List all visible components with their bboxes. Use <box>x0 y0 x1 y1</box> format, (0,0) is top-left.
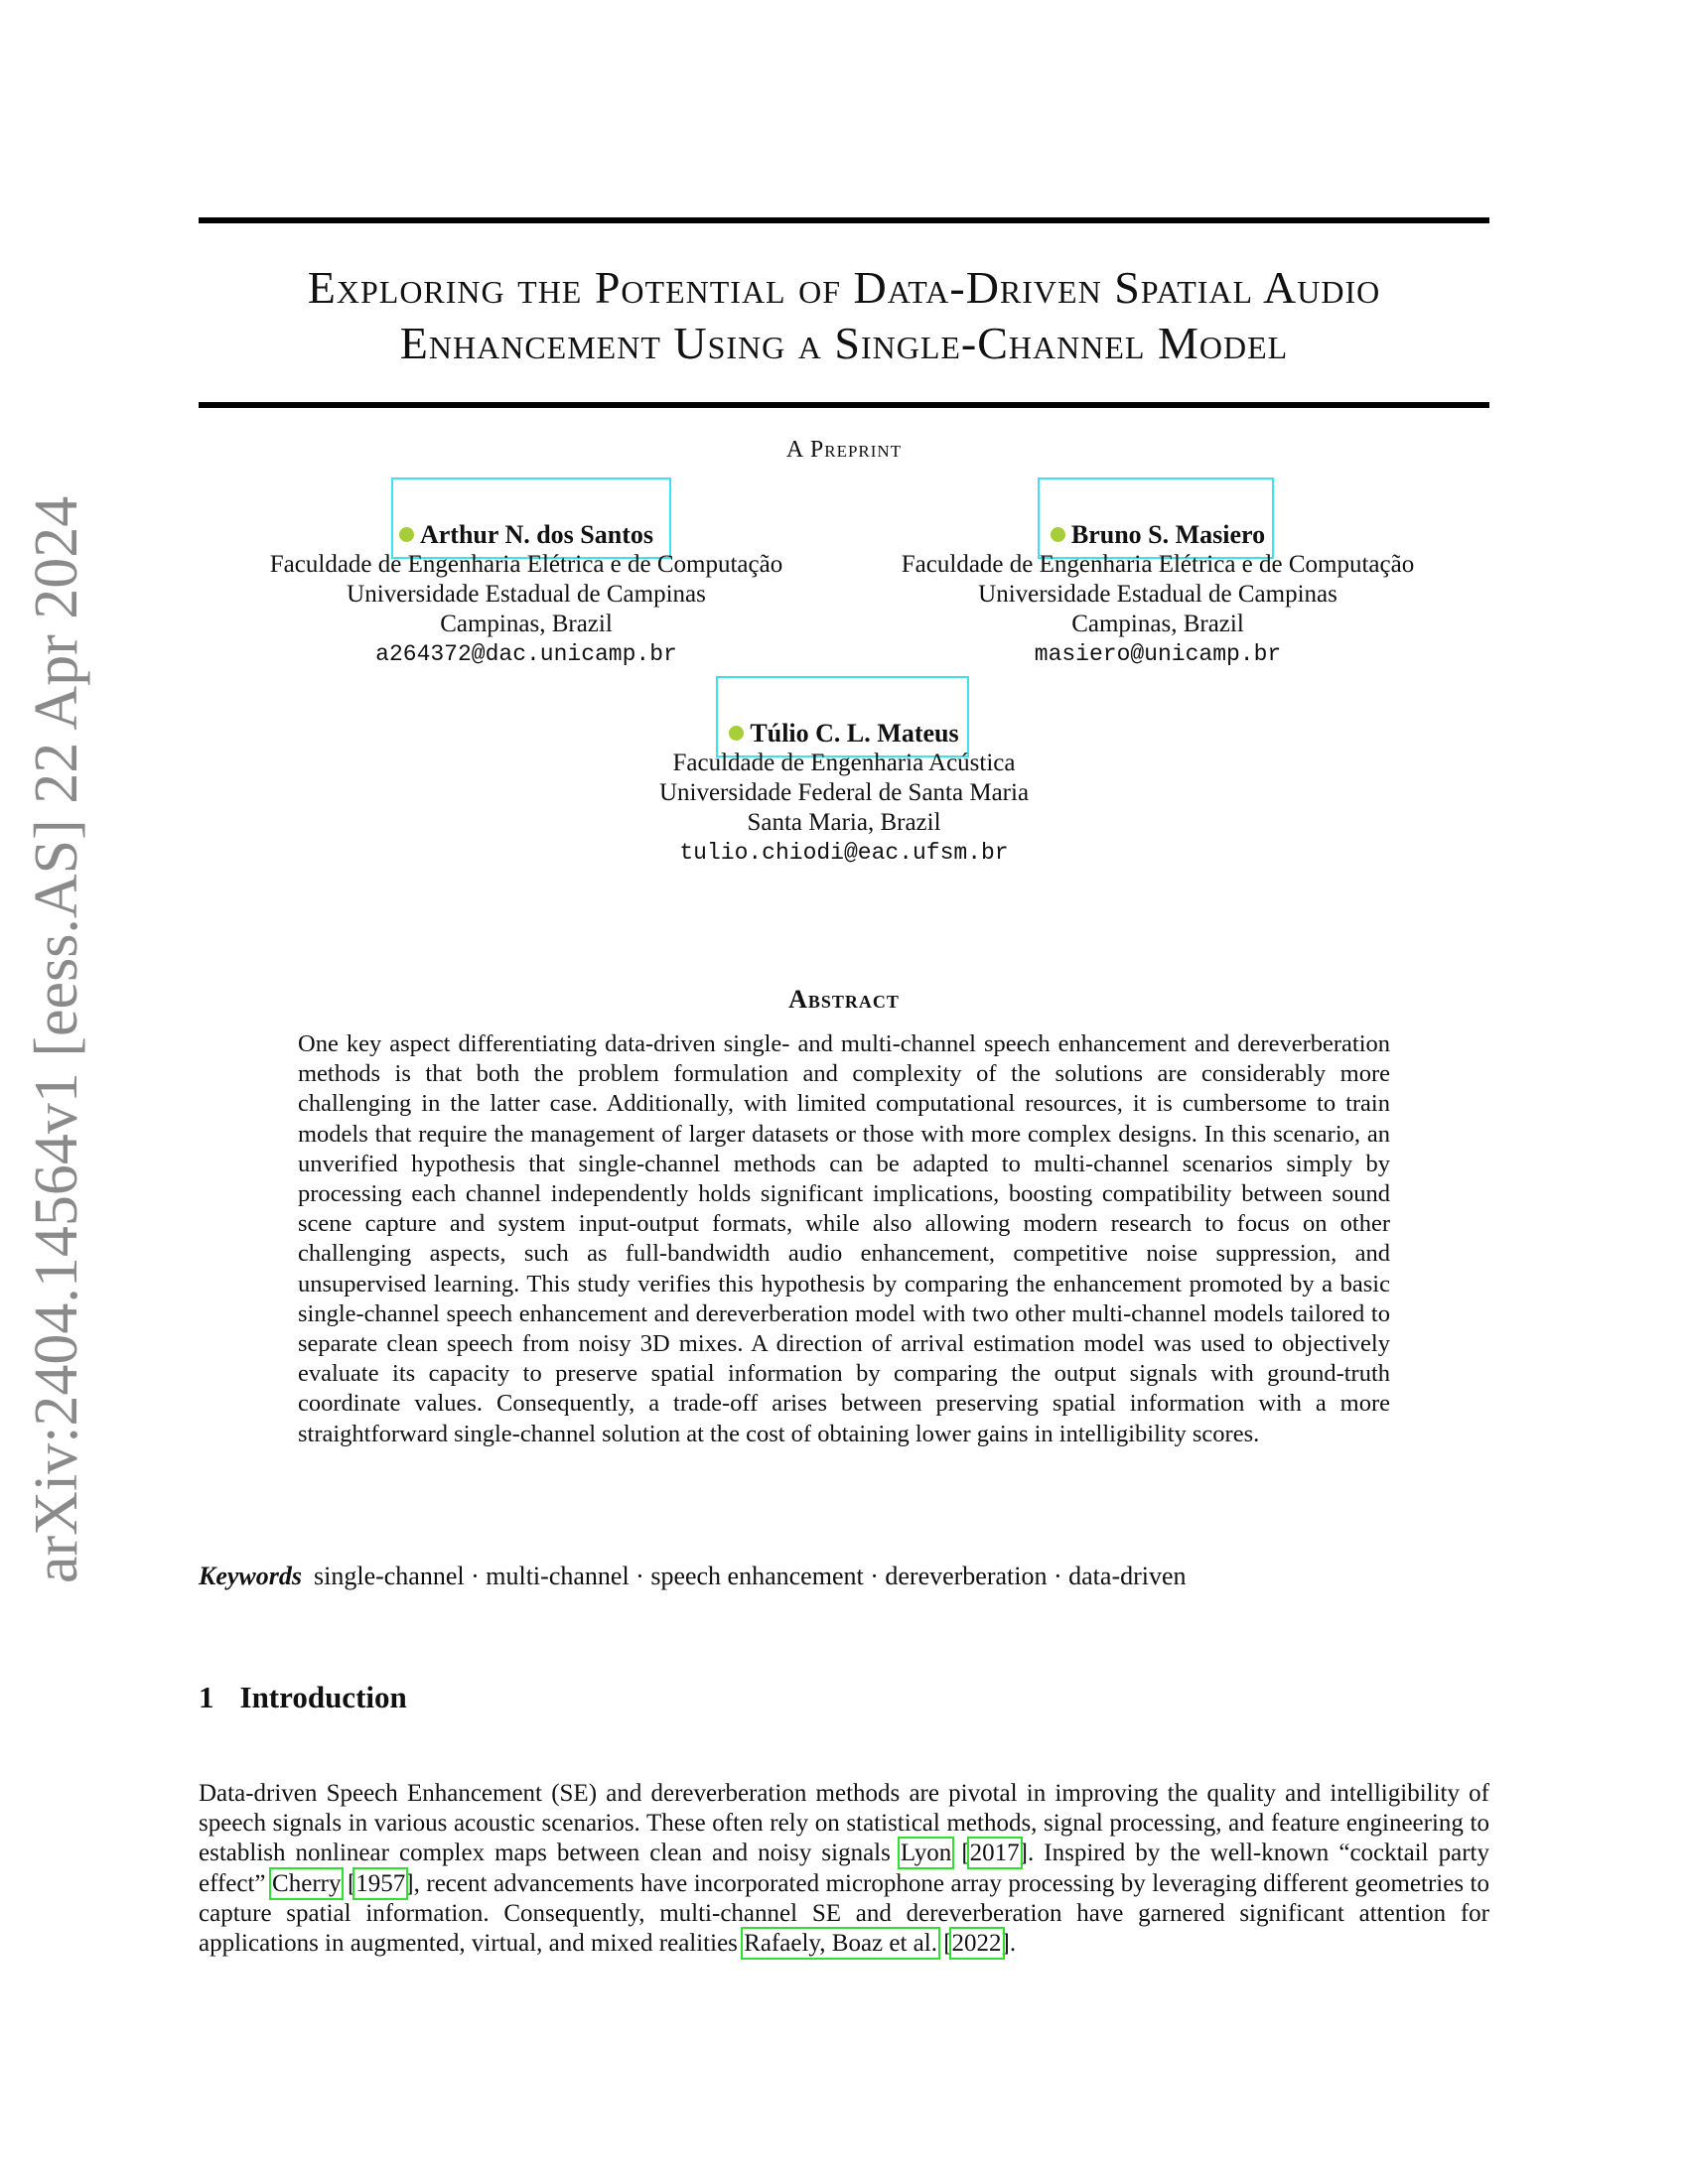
author-2-affiliation-2: Universidade Estadual de Campinas <box>978 581 1337 608</box>
title-line-1: Exploring the Potential of Data-Driven Spatial Audio <box>307 262 1381 313</box>
citation-cherry-year[interactable]: 1957 <box>355 1869 406 1897</box>
intro-text-2: . Inspired by the well-known “cocktail party effect” <box>199 1840 1489 1897</box>
author-3-affiliation-1: Faculdade de Engenharia Acústica <box>672 750 1016 776</box>
abstract-heading: Abstract <box>788 985 900 1014</box>
author-3-affiliation-2: Universidade Federal de Santa Maria <box>658 779 1030 806</box>
orcid-icon[interactable] <box>399 527 414 542</box>
section-number: 1 <box>199 1680 214 1714</box>
author-2-location: Campinas, Brazil <box>1071 611 1244 637</box>
author-2-name[interactable]: Bruno S. Masiero <box>860 520 1456 550</box>
intro-paragraph: Data-driven Speech Enhancement (SE) and dereverberation methods are pivotal in improving the quality and intelligibility of speech signals in various acoustic scenarios. These often rely on statistical methods, signal processing, and feature engineering to establish nonlinear complex maps between clean and noisy signals Lyon [2017]. Inspired by the well-known “cocktail party effect” Cherry [1957], recent advancements have incorporated microphone array processing by leveraging different geometries to capture spatial information. Consequently, multi-channel SE and dereverberation have garnered significant attention for applications in augmented, virtual, and mixed realities Rafaely, Boaz et al. [2022]. <box>199 1780 1489 1958</box>
keywords-label: Keywords <box>199 1562 302 1590</box>
abstract-text: One key aspect differentiating data-driven single- and multi-channel speech enhancement and dereverberation methods is that both the problem formulation and complexity of the solutions are considerably more challenging in the latter case. Additionally, with limited computational resources, it is cumbersome to train models that require the management of larger datasets or those with more complex designs. In this scenario, an unverified hypothesis that single-channel methods can be adapted to multi-channel scenarios simply by processing each channel independently holds significant implications, boosting compatibility between sound scene capture and system input-output formats, while also allowing modern research to focus on other challenging aspects, such as full-bandwidth audio enhancement, competitive noise suppression, and unsupervised learning. This study verifies this hypothesis by comparing the enhancement promoted by a basic single-channel speech enhancement and dereverberation model with two other multi-channel models tailored to separate clean speech from noisy 3D mixes. A direction of arrival estimation model was used to objectively evaluate its capacity to preserve spatial information by comparing the output signals with ground-truth coordinate values. Consequently, a trade-off arises between preserving spatial information with a more straightforward single-channel solution at the cost of obtaining lower gains in intelligibility scores. <box>298 1030 1390 1447</box>
section-heading <box>199 1680 407 1715</box>
author-1-email[interactable]: a264372@dac.unicamp.br <box>375 641 677 667</box>
author-3-location: Santa Maria, Brazil <box>747 809 941 836</box>
preprint-label: A Preprint <box>785 437 903 463</box>
paper-title <box>199 260 1489 371</box>
author-2-email[interactable]: masiero@unicamp.br <box>1034 641 1282 667</box>
intro-text-3: , recent advancements have incorporated microphone array processing by leveraging different geometries to capture spatial information. Consequently, multi-channel SE and dereverberation have garnered significant attention for applications in augmented, virtual, and mixed realities <box>199 1869 1489 1958</box>
citation-rafaely-year[interactable]: 2022 <box>951 1930 1002 1958</box>
arxiv-identifier: arXiv:2404.14564v1 [eess.AS] 22 Apr 2024 <box>23 495 90 1583</box>
citation-lyon-year[interactable]: 2017 <box>969 1840 1020 1867</box>
author-1-affiliation-1: Faculdade de Engenharia Elétrica e de Computação <box>269 551 783 578</box>
citation-rafaely[interactable]: Rafaely, Boaz et al. <box>744 1930 937 1958</box>
title-line-2: Enhancement Using a Single-Channel Model <box>399 318 1289 368</box>
intro-text-1: Data-driven Speech Enhancement (SE) and dereverberation methods are pivotal in improving the quality and intelligibility of speech signals in various acoustic scenarios. These often rely on statistical methods, signal processing, and feature engineering to establish nonlinear complex maps between clean and noisy signals <box>199 1780 1489 1867</box>
author-2-affiliation-1: Faculdade de Engenharia Elétrica e de Computação <box>901 551 1415 578</box>
author-1-block <box>228 520 824 669</box>
title-bottom-rule <box>199 402 1489 408</box>
orcid-icon[interactable] <box>729 726 744 741</box>
citation-cherry[interactable]: Cherry <box>272 1869 342 1897</box>
author-3-block <box>546 719 1142 868</box>
keywords-line <box>199 1562 1489 1591</box>
author-3-email[interactable]: tulio.chiodi@eac.ufsm.br <box>679 840 1009 866</box>
author-2-block <box>860 520 1456 669</box>
author-1-affiliation-2: Universidade Estadual de Campinas <box>347 581 706 608</box>
intro-text-4: . <box>1009 1930 1017 1958</box>
citation-lyon[interactable]: Lyon <box>900 1840 952 1867</box>
keywords-list: single-channel · multi-channel · speech enhancement · dereverberation · data-driven <box>314 1562 1187 1590</box>
author-3-name[interactable]: Túlio C. L. Mateus <box>546 719 1142 749</box>
orcid-icon[interactable] <box>1051 527 1065 542</box>
title-top-rule <box>199 217 1489 223</box>
author-1-location: Campinas, Brazil <box>440 611 613 637</box>
section-title: Introduction <box>239 1680 407 1714</box>
author-1-name[interactable]: Arthur N. dos Santos <box>228 520 824 550</box>
